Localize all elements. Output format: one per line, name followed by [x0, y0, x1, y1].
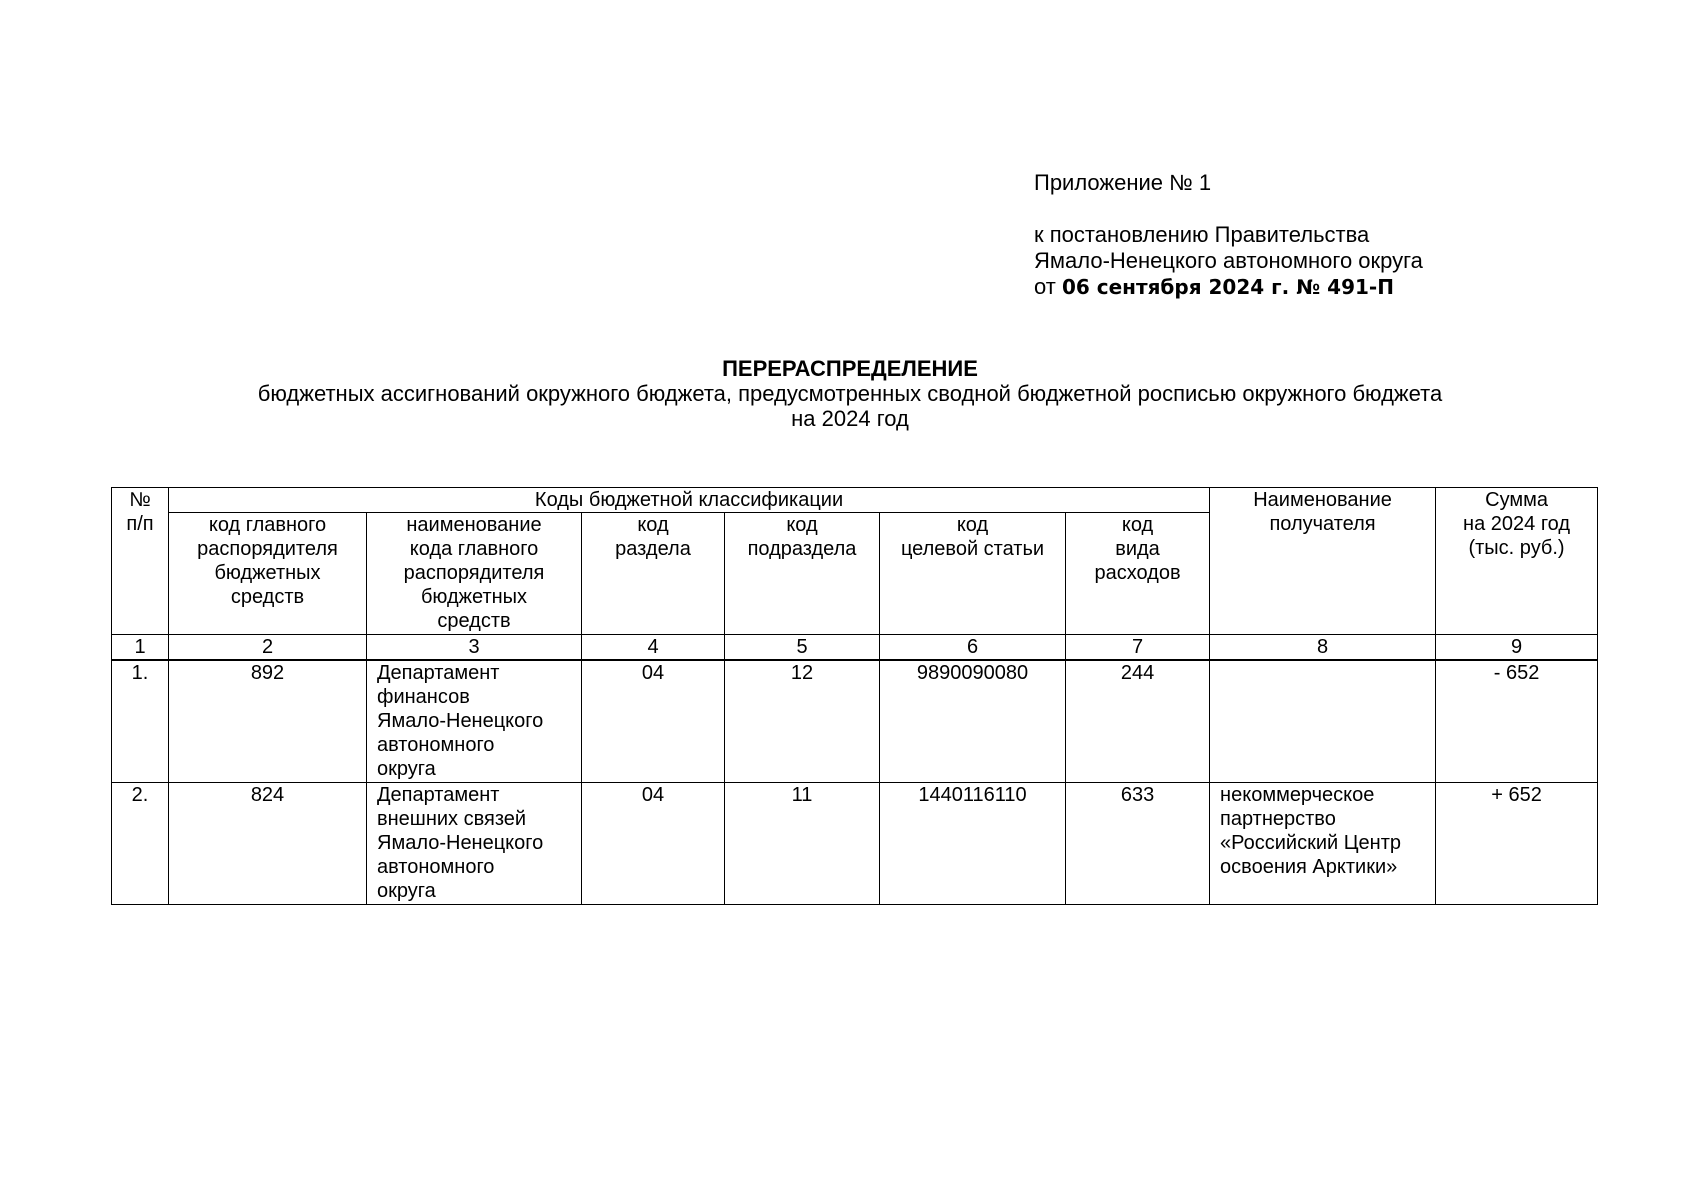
row-admin-code: 892 — [169, 660, 367, 783]
header-subsection: код подраздела — [725, 513, 880, 635]
row-admin-code: 824 — [169, 783, 367, 905]
column-number: 8 — [1210, 635, 1436, 661]
title-heading: ПЕРЕРАСПРЕДЕЛЕНИЕ — [722, 356, 978, 381]
title-year: на 2024 год — [791, 406, 909, 431]
row-admin-name: Департамент внешних связей Ямало-Ненецкого автономного округа — [367, 783, 582, 905]
row-admin-name: Департамент финансов Ямало-Ненецкого автономного округа — [367, 660, 582, 783]
header-kind: код вида расходов — [1066, 513, 1210, 635]
annex-date: 06 сентября 2024 г. № 491-П — [1061, 275, 1394, 299]
title-subheading: бюджетных ассигнований окружного бюджета, предусмотренных сводной бюджетной росписью окружного бюджета — [257, 381, 1443, 406]
annex-line: к постановлению Правительства — [1034, 222, 1370, 247]
annex-block — [1034, 170, 1423, 300]
header-section: код раздела — [582, 513, 725, 635]
row-section: 04 — [582, 783, 725, 905]
column-number: 5 — [725, 635, 880, 661]
table-row — [112, 783, 1598, 905]
annex-date-line — [1034, 274, 1423, 300]
row-kind: 244 — [1066, 660, 1210, 783]
column-number: 2 — [169, 635, 367, 661]
row-amount: + 652 — [1436, 783, 1598, 905]
header-admin-code: код главного распорядителя бюджетных средств — [169, 513, 367, 635]
header-amount: Сумма на 2024 год (тыс. руб.) — [1436, 488, 1598, 635]
annex-number: Приложение № 1 — [1034, 170, 1212, 195]
row-num: 1. — [112, 660, 169, 783]
column-numbers-row — [112, 635, 1598, 661]
row-amount: - 652 — [1436, 660, 1598, 783]
row-num: 2. — [112, 783, 169, 905]
column-number: 9 — [1436, 635, 1598, 661]
column-number: 6 — [880, 635, 1066, 661]
row-subsection: 11 — [725, 783, 880, 905]
column-number: 7 — [1066, 635, 1210, 661]
header-target: код целевой статьи — [880, 513, 1066, 635]
table-row — [112, 660, 1598, 783]
budget-table — [111, 487, 1598, 905]
annex-date-prefix: от — [1034, 274, 1056, 299]
row-recipient — [1210, 660, 1436, 783]
header-admin-name: наименование кода главного распорядителя бюджетных средств — [367, 513, 582, 635]
column-number: 3 — [367, 635, 582, 661]
row-target: 9890090080 — [880, 660, 1066, 783]
row-target: 1440116110 — [880, 783, 1066, 905]
header-recipient: Наименование получателя — [1210, 488, 1436, 635]
document-title — [0, 356, 1697, 431]
annex-line: Ямало-Ненецкого автономного округа — [1034, 248, 1423, 273]
row-section: 04 — [582, 660, 725, 783]
column-number: 1 — [112, 635, 169, 661]
row-kind: 633 — [1066, 783, 1210, 905]
row-subsection: 12 — [725, 660, 880, 783]
header-codes-group: Коды бюджетной классификации — [169, 488, 1210, 513]
row-recipient: некоммерческое партнерство «Российский Центр освоения Арктики» — [1210, 783, 1436, 905]
column-number: 4 — [582, 635, 725, 661]
header-num: № п/п — [112, 488, 169, 635]
